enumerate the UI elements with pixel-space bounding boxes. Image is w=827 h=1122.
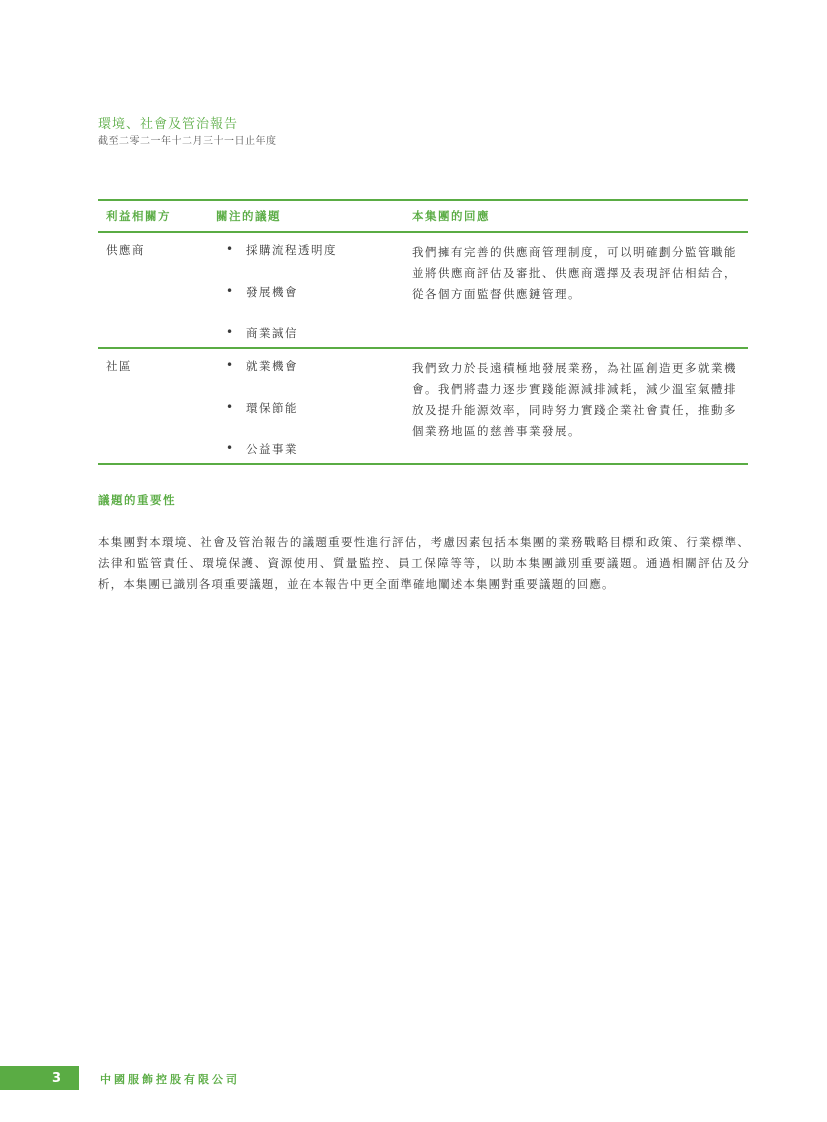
- list-item: [216, 400, 412, 421]
- topic-list: [216, 233, 412, 351]
- response-cell: 我們擁有完善的供應商管理制度，可以明確劃分監管職能並將供應商評估及審批、供應商選擇及表現評估相結合，從各個方面監督供應鏈管理。: [412, 245, 737, 301]
- stakeholder-cell: 供應商: [106, 243, 145, 257]
- header-response: 本集團的回應: [412, 209, 490, 223]
- topic-list: [216, 349, 412, 467]
- list-item: [216, 284, 412, 305]
- topics-cell: [216, 233, 412, 347]
- section-heading: 議題的重要性: [98, 493, 176, 507]
- list-item: [216, 441, 412, 462]
- section-body: 本集團對本環境、社會及管治報告的議題重要性進行評估，考慮因素包括本集團的業務戰略目標和政策、行業標準、法律和監管責任、環境保護、資源使用、質量監控、員工保障等等，以助本集團識別重要議題。通過相關評估及分析，本集團已識別各項重要議題，並在本報告中更全面準確地闡述本集團對重要議題的回應。: [98, 535, 750, 591]
- report-title: 環境、社會及管治報告: [98, 117, 239, 132]
- bullet-icon: •: [226, 441, 235, 455]
- table-header-row: [98, 201, 748, 233]
- table-row: [98, 349, 748, 465]
- table-row: [98, 233, 748, 349]
- bullet-icon: •: [226, 283, 235, 298]
- company-name: 中國服飾控股有限公司: [100, 1073, 240, 1086]
- stakeholder-cell: 社區: [106, 359, 132, 373]
- response-cell: 我們致力於長遠積極地發展業務，為社區創造更多就業機會。我們將盡力逐步實踐能源減排減耗，減少溫室氣體排放及提升能源效率，同時努力實踐企業社會責任，推動多個業務地區的慈善事業發展。: [412, 361, 737, 438]
- bullet-icon: •: [226, 399, 235, 414]
- topic-label: 發展機會: [246, 284, 298, 299]
- bullet-icon: •: [226, 358, 235, 372]
- list-item: [216, 242, 412, 263]
- header-stakeholder: 利益相關方: [106, 209, 171, 223]
- page-number: 3: [0, 1066, 79, 1090]
- bullet-icon: •: [226, 242, 235, 256]
- bullet-icon: •: [226, 325, 235, 339]
- topic-label: 公益事業: [246, 442, 298, 456]
- list-item: [216, 325, 412, 346]
- topic-label: 商業誠信: [246, 326, 298, 340]
- topic-label: 環保節能: [246, 400, 298, 415]
- report-period: 截至二零二一年十二月三十一日止年度: [98, 136, 277, 147]
- topic-label: 採購流程透明度: [246, 243, 337, 257]
- header-topics: 關注的議題: [216, 209, 281, 223]
- topic-label: 就業機會: [246, 359, 298, 373]
- stakeholder-table: [98, 199, 748, 465]
- topics-cell: [216, 349, 412, 463]
- list-item: [216, 358, 412, 379]
